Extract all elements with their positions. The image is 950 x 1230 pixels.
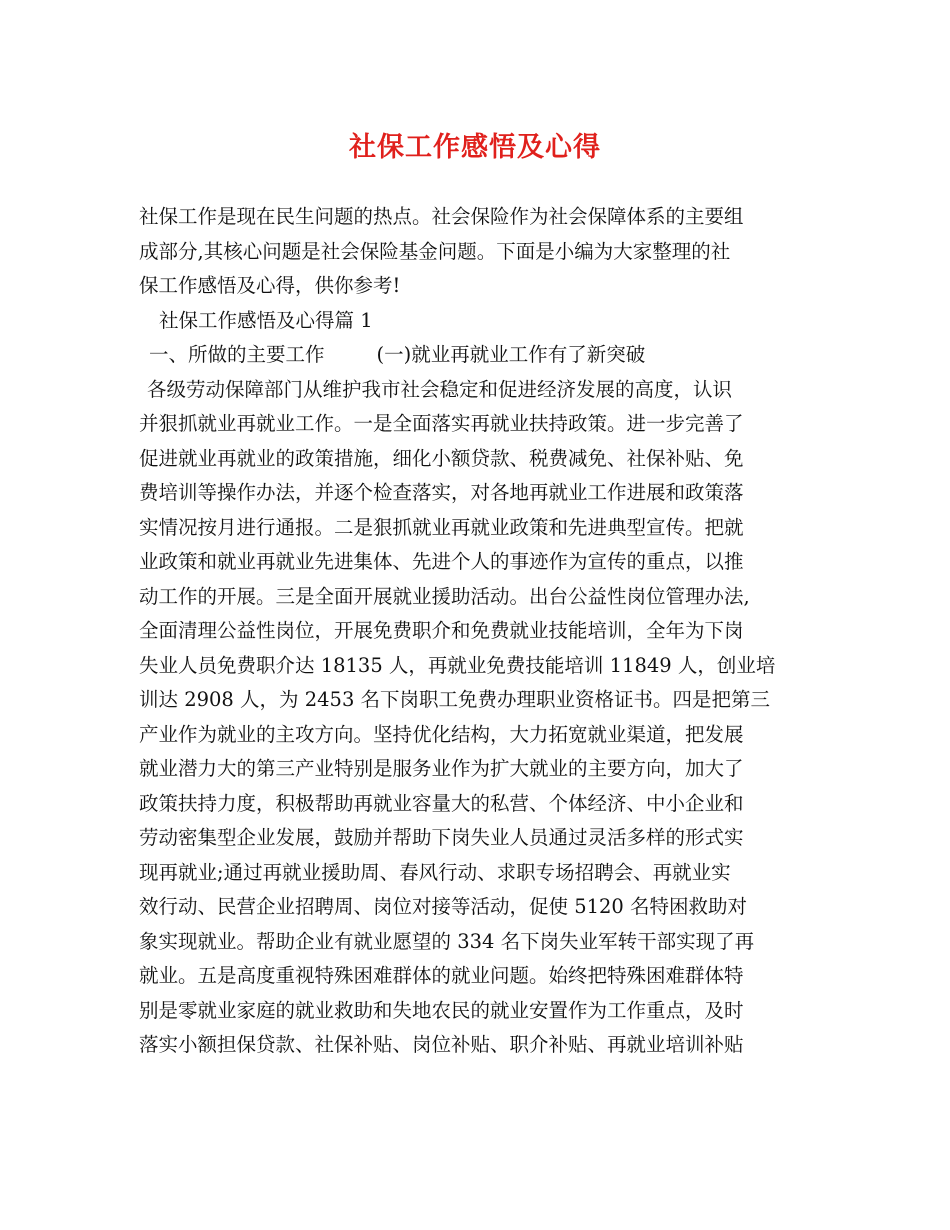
document-title: 社保工作感悟及心得 bbox=[349, 132, 601, 163]
paragraph-line: 别是零就业家庭的就业救助和失地农民的就业安置作为工作重点，及时 bbox=[139, 998, 744, 1022]
paragraph-line: 就业潜力大的第三产业特别是服务业作为扩大就业的主要方向，加大了 bbox=[139, 757, 744, 780]
intro-line: 保工作感悟及心得，供你参考! bbox=[139, 274, 401, 297]
paragraph-line: 政策扶持力度，积极帮助再就业容量大的私营、个体经济、中小企业和 bbox=[139, 791, 744, 815]
document-body bbox=[139, 200, 819, 1063]
paragraph-line: 失业人员免费职介达 18135 人，再就业免费技能培训 11849 人，创业培 bbox=[139, 653, 776, 677]
paragraph-line: 并狠抓就业再就业工作。一是全面落实再就业扶持政策。进一步完善了 bbox=[139, 412, 744, 435]
paragraph-line: 训达 2908 人，为 2453 名下岗职工免费办理职业资格证书。四是把第三 bbox=[139, 688, 771, 711]
paragraph-line: 费培训等操作办法，并逐个检查落实，对各地再就业工作进展和政策落 bbox=[139, 481, 744, 504]
paragraph-line: 动工作的开展。三是全面开展就业援助活动。出台公益性岗位管理办法, bbox=[139, 584, 750, 608]
sub-heading-employment: (一)就业再就业工作有了新突破 bbox=[376, 343, 646, 366]
intro-line: 成部分,其核心问题是社会保险基金问题。下面是小编为大家整理的社 bbox=[139, 239, 731, 263]
paragraph-line: 象实现就业。帮助企业有就业愿望的 334 名下岗失业军转干部实现了再 bbox=[139, 929, 755, 953]
paragraph-line: 产业作为就业的主攻方向。坚持优化结构，大力拓宽就业渠道，把发展 bbox=[139, 722, 744, 746]
intro-line: 社保工作是现在民生问题的热点。社会保险作为社会保障体系的主要组 bbox=[139, 205, 744, 228]
paragraph-line: 业政策和就业再就业先进集体、先进个人的事迹作为宣传的重点，以推 bbox=[139, 550, 744, 573]
paragraph-line: 劳动密集型企业发展，鼓励并帮助下岗失业人员通过灵活多样的形式实 bbox=[139, 826, 744, 849]
paragraph-line: 实情况按月进行通报。二是狠抓就业再就业政策和先进典型宣传。把就 bbox=[139, 515, 744, 539]
paragraph-line: 落实小额担保贷款、社保补贴、岗位补贴、职介补贴、再就业培训补贴 bbox=[139, 1033, 744, 1056]
paragraph-first-line: 各级劳动保障部门从维护我市社会稳定和促进经济发展的高度，认识 bbox=[147, 377, 733, 401]
paragraph-line: 现再就业;通过再就业援助周、春风行动、求职专场招聘会、再就业实 bbox=[139, 860, 731, 884]
paragraph-line: 效行动、民营企业招聘周、岗位对接等活动，促使 5120 名特困救助对 bbox=[139, 895, 748, 918]
sub-heading-row bbox=[139, 338, 819, 373]
paragraph-line: 全面清理公益性岗位，开展免费职介和免费就业技能培训，全年为下岗 bbox=[139, 619, 744, 642]
sub-heading-main-work: 一、所做的主要工作 bbox=[149, 343, 325, 366]
paragraph-line: 就业。五是高度重视特殊困难群体的就业问题。始终把特殊困难群体特 bbox=[139, 964, 744, 987]
section-heading: 社保工作感悟及心得篇 1 bbox=[159, 308, 373, 332]
paragraph-line: 促进就业再就业的政策措施，细化小额贷款、税费减免、社保补贴、免 bbox=[139, 446, 744, 470]
